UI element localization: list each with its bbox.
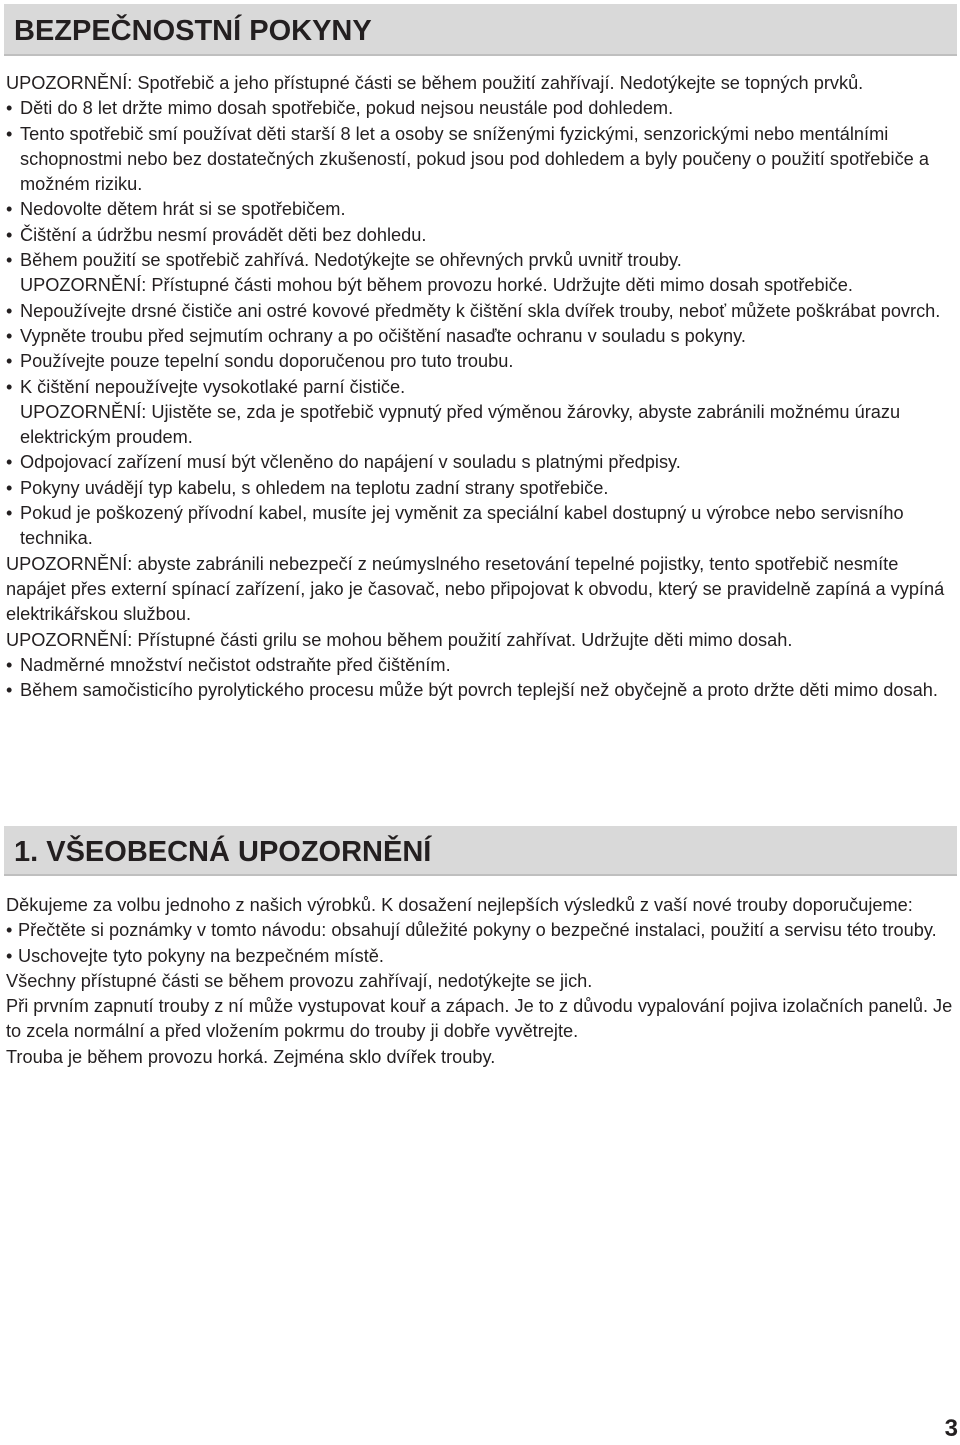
bullet-item: • Přečtěte si poznámky v tomto návodu: obsahují důležité pokyny o bezpečné instalaci, použití a servisu této trouby.	[6, 918, 956, 943]
bullet-item: • Během samočisticího pyrolytického procesu může být povrch teplejší než obyčejně a proto držte děti mimo dosah.	[6, 678, 956, 703]
paragraph: Trouba je během provozu horká. Zejména sklo dvířek trouby.	[6, 1046, 496, 1067]
bullet-item: • Nepoužívejte drsné čističe ani ostré kovové předměty k čištění skla dvířek trouby, neboť můžete poškrábat povrch.	[6, 299, 956, 324]
bullet-item: • Uschovejte tyto pokyny na bezpečném místě.	[6, 944, 956, 969]
bullet-item: • Nedovolte dětem hrát si se spotřebičem.	[6, 197, 956, 222]
paragraph: Všechny přístupné části se během provozu zahřívají, nedotýkejte se jich.	[6, 970, 593, 991]
paragraph: UPOZORNĚNÍ: abyste zabránili nebezpečí z neúmyslného resetování tepelné pojistky, tento spotřebič nesmíte napájet přes externí spínací zařízení, jako je časovač, nebo připojovat k obvodu, který se pravidelně zapíná a vypíná elektrikářskou službou.	[6, 553, 945, 625]
paragraph: Při prvním zapnutí trouby z ní může vystupovat kouř a zápach. Je to z důvodu vypalování pojiva izolačních panelů. Je to zcela normální a před vložením pokrmu do trouby ji dobře vyvětrejte.	[6, 996, 953, 1042]
bullet-item: • Vypněte troubu před sejmutím ochrany a po očištění nasaďte ochranu v souladu s pokyny.	[6, 324, 956, 349]
bullet-item: • Používejte pouze tepelní sondu doporučenou pro tuto troubu.	[6, 349, 956, 374]
page-number: 3	[944, 1415, 958, 1442]
bullet-item: • Odpojovací zařízení musí být včleněno do napájení v souladu s platnými předpisy.	[6, 450, 956, 475]
paragraph: Děkujeme za volbu jednoho z našich výrobků. K dosažení nejlepších výsledků z vaší nové trouby doporučujeme:	[6, 895, 913, 915]
bullet-item: • Během použití se spotřebič zahřívá. Nedotýkejte se ohřevných prvků uvnitř trouby.	[6, 248, 956, 273]
paragraph: UPOZORNĚNÍ: Přístupné části mohou být během provozu horké. Udržujte děti mimo dosah spotřebiče.	[20, 275, 853, 296]
general-warnings-list	[6, 893, 956, 1070]
paragraph: UPOZORNĚNÍ: Ujistěte se, zda je spotřebič vypnutý před výměnou žárovky, abyste zabránili možnému úrazu elektrickým proudem.	[20, 401, 901, 448]
section-heading-safety: BEZPEČNOSTNÍ POKYNY	[4, 4, 957, 56]
bullet-item: • Děti do 8 let držte mimo dosah spotřebiče, pokud nejsou neustále pod dohledem.	[6, 96, 956, 121]
bullet-item: • K čištění nepoužívejte vysokotlaké parní čističe.	[6, 375, 956, 400]
safety-instructions-list	[6, 71, 956, 703]
bullet-item: • Nadměrné množství nečistot odstraňte před čištěním.	[6, 653, 956, 678]
paragraph: UPOZORNĚNÍ: Přístupné části grilu se mohou během použití zahřívat. Udržujte děti mimo dosah.	[6, 629, 793, 650]
bullet-item: • Čištění a údržbu nesmí provádět děti bez dohledu.	[6, 223, 956, 248]
paragraph: UPOZORNĚNÍ: Spotřebič a jeho přístupné části se během použití zahřívají. Nedotýkejte se topných prvků.	[6, 73, 864, 93]
bullet-item: • Pokyny uvádějí typ kabelu, s ohledem na teplotu zadní strany spotřebiče.	[6, 476, 956, 501]
bullet-item: • Tento spotřebič smí používat děti starší 8 let a osoby se sníženými fyzickými, senzorickými nebo mentálními schopnostmi nebo bez dostatečných zkušeností, pokud jsou pod dohledem a byly poučeny o použití spotřebiče a možném riziku.	[6, 122, 956, 198]
bullet-item: • Pokud je poškozený přívodní kabel, musíte jej vyměnit za speciální kabel dostupný u výrobce nebo servisního technika.	[6, 501, 956, 552]
section-heading-general: 1. VŠEOBECNÁ UPOZORNĚNÍ	[4, 826, 957, 876]
